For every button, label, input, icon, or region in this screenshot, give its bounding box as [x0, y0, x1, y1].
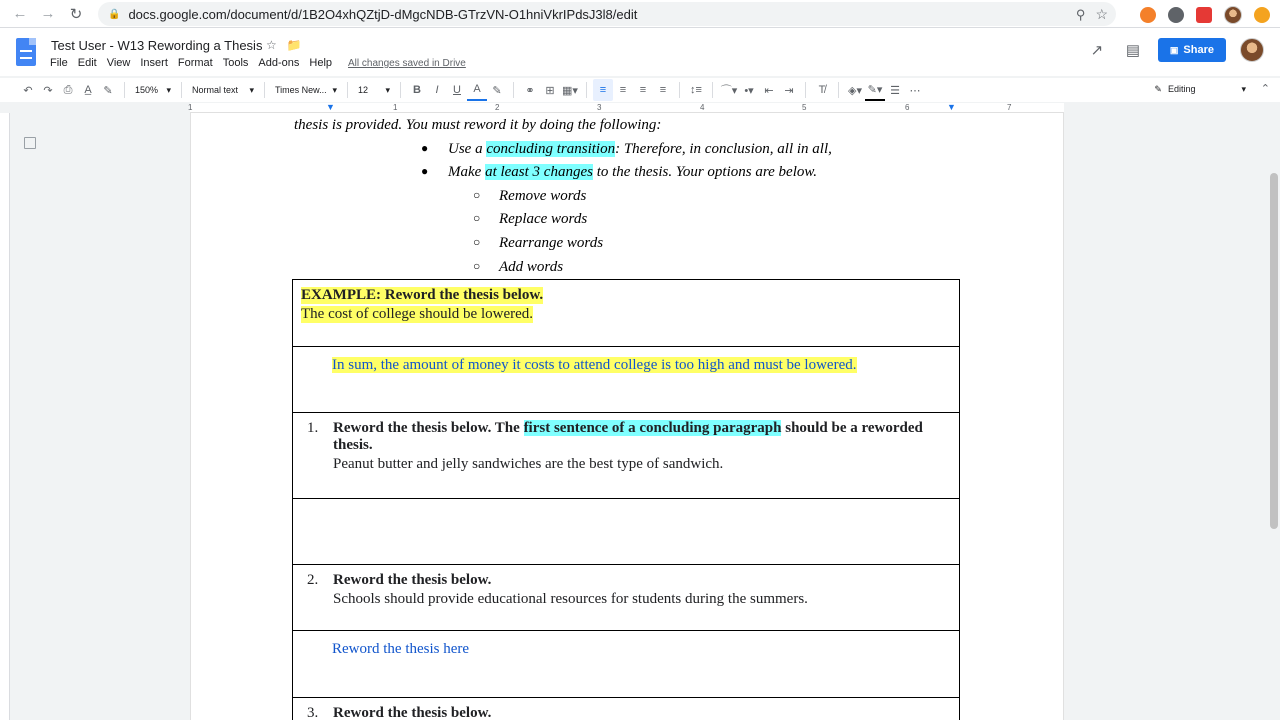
text-color-button[interactable]: A [467, 79, 487, 101]
bullet-transition [448, 141, 832, 158]
bullet-text: : Therefore, in conclusion, all in all, [615, 141, 832, 157]
numbered-list-icon[interactable]: ⌒▾ [720, 85, 738, 97]
extension-red-icon[interactable] [1196, 7, 1212, 23]
font-select[interactable] [271, 79, 341, 101]
bold-button[interactable]: B [413, 84, 421, 96]
address-bar[interactable] [98, 2, 1116, 26]
question-prompt: Reword the thesis below. [333, 572, 492, 588]
answer-cell[interactable] [293, 631, 960, 698]
chevron-down-icon: ▾ [166, 84, 171, 95]
fill-color-icon[interactable]: ◈▾ [848, 84, 862, 97]
toolbar-divider [586, 82, 587, 98]
table-cell[interactable] [293, 347, 960, 413]
table-row [293, 347, 960, 413]
print-icon[interactable]: ⎙ [63, 83, 73, 96]
ruler-number: 6 [905, 103, 910, 112]
table-cell[interactable] [293, 413, 960, 499]
chevron-down-icon: ▾ [249, 84, 254, 95]
bookmark-star-icon[interactable]: ☆ [1095, 6, 1108, 22]
insert-comment-icon[interactable]: ⊞ [545, 84, 555, 97]
collapse-menus-icon[interactable]: ⌃ [1260, 83, 1270, 95]
table-cell[interactable] [293, 698, 960, 720]
table-row [293, 280, 960, 347]
question-prompt [333, 420, 951, 454]
insert-link-icon[interactable]: ⚭ [525, 84, 535, 97]
star-icon[interactable]: ☆ [266, 38, 277, 52]
formatting-toolbar [0, 78, 1280, 102]
table-cell[interactable] [293, 565, 960, 631]
bulleted-list-icon[interactable]: •▾ [744, 84, 754, 97]
toolbar-divider [712, 82, 713, 98]
answer-placeholder: Reword the thesis here [332, 641, 470, 657]
docs-logo-icon[interactable] [16, 38, 36, 66]
lock-icon: ▣ [1169, 44, 1179, 55]
sub-bullet-marker: ○ [473, 235, 481, 249]
activity-trend-icon[interactable]: ↗ [1090, 42, 1104, 59]
toolbar-divider [400, 82, 401, 98]
document-title[interactable]: Test User - W13 Rewording a Thesis [51, 38, 263, 53]
menu-addons[interactable]: Add-ons [258, 57, 300, 69]
example-thesis: The cost of college should be lowered. [301, 306, 534, 322]
align-left-icon[interactable]: ≡ [593, 79, 613, 101]
style-value: Normal text [192, 85, 239, 95]
border-width-icon[interactable]: ☰ [890, 84, 900, 97]
question-number: 1. [307, 420, 319, 436]
increase-indent-icon[interactable]: ⇥ [784, 84, 794, 97]
align-right-icon[interactable]: ≡ [639, 84, 647, 96]
sub-bullet-item: Replace words [499, 211, 588, 227]
saved-status[interactable]: All changes saved in Drive [348, 58, 466, 69]
sub-bullet-marker: ○ [473, 211, 481, 225]
table-row [293, 565, 960, 631]
menu-file[interactable]: File [50, 57, 68, 69]
bullet-text: Use a [448, 141, 487, 157]
ruler-number: 3 [597, 103, 602, 112]
toolbar-divider [838, 82, 839, 98]
ruler-number: 1 [393, 103, 398, 112]
sub-bullet-marker: ○ [473, 259, 481, 273]
font-value: Times New... [275, 85, 327, 95]
ruler-marker-right[interactable]: ▼ [947, 102, 956, 112]
toolbar-divider [264, 82, 265, 98]
bullet-marker: ● [421, 164, 429, 178]
table-row [293, 499, 960, 565]
table-row [293, 413, 960, 499]
highlight-color-icon[interactable]: ✎ [492, 84, 502, 97]
question-number: 2. [307, 572, 319, 588]
toolbar-divider [805, 82, 806, 98]
reload-icon[interactable]: ↻ [69, 5, 83, 23]
chevron-down-icon: ▾ [1241, 83, 1246, 94]
bullet-text: to the thesis. Your options are below. [592, 164, 818, 180]
prompt-text: Reword the thesis below. The [333, 420, 524, 436]
bullet-marker: ● [421, 141, 429, 155]
forward-icon[interactable]: → [40, 5, 56, 22]
answer-cell[interactable] [293, 499, 960, 565]
scrollbar-thumb[interactable] [1270, 173, 1278, 529]
menu-edit[interactable]: Edit [77, 57, 97, 69]
menu-help[interactable]: Help [309, 57, 333, 69]
back-icon[interactable]: ← [12, 5, 28, 22]
chevron-down-icon: ▾ [332, 84, 337, 95]
zoom-value: 150% [135, 85, 159, 95]
toolbar-divider [513, 82, 514, 98]
decrease-indent-icon[interactable]: ⇤ [764, 84, 774, 97]
prompt-text: should be a reworded thesis. [333, 420, 923, 453]
browser-toolbar [0, 0, 1280, 28]
ruler-number: 1 [188, 103, 193, 112]
menu-format[interactable]: Format [177, 57, 213, 69]
border-color-icon[interactable]: ✎▾ [865, 79, 885, 101]
undo-icon[interactable]: ↶ [23, 84, 33, 97]
pencil-icon: ✎ [1154, 83, 1162, 94]
document-page[interactable] [191, 113, 1063, 720]
redo-icon[interactable]: ↷ [43, 84, 53, 97]
table-row [293, 698, 960, 720]
intro-text: thesis is provided. You must reword it by doing the following: [294, 117, 662, 133]
vertical-ruler [0, 113, 10, 720]
font-size-select[interactable] [354, 79, 394, 101]
bullet-changes [448, 164, 817, 181]
table-cell[interactable] [293, 280, 960, 347]
table-row [293, 631, 960, 698]
horizontal-ruler [190, 103, 1064, 113]
example-answer: In sum, the amount of money it costs to attend college is too high and must be lowered. [332, 357, 857, 373]
editing-mode-select[interactable] [1154, 78, 1246, 100]
sub-bullet-item: Remove words [499, 188, 587, 204]
highlighted-text: at least 3 changes [485, 164, 593, 180]
toolbar-divider [181, 82, 182, 98]
align-justify-icon[interactable]: ≡ [659, 84, 667, 96]
line-spacing-icon[interactable]: ↕≡ [690, 84, 702, 96]
italic-button[interactable]: I [435, 84, 439, 96]
extension-icon[interactable] [1140, 7, 1156, 23]
question-thesis: Schools should provide educational resources for students during the summers. [333, 591, 808, 607]
sub-bullet-item: Add words [499, 259, 564, 275]
border-dash-icon[interactable]: ⋯ [909, 84, 921, 97]
paint-format-icon[interactable]: ✎ [103, 84, 113, 97]
menu-insert[interactable]: Insert [140, 57, 168, 69]
ruler-number: 7 [1007, 103, 1012, 112]
menu-tools[interactable]: Tools [222, 57, 249, 69]
zoom-icon[interactable]: ⚲ [1075, 6, 1086, 22]
insert-image-icon[interactable]: ▦▾ [562, 84, 578, 97]
scrollbar[interactable] [1268, 113, 1280, 720]
ruler-marker-indent[interactable]: ▼ [326, 102, 335, 112]
ruler-number: 4 [700, 103, 705, 112]
share-button[interactable] [1158, 38, 1226, 62]
editing-label: Editing [1167, 84, 1196, 94]
move-folder-icon[interactable]: 📁 [286, 38, 302, 52]
toolbar-divider [347, 82, 348, 98]
ruler-number: 2 [495, 103, 500, 112]
sub-bullet-item: Rearrange words [499, 235, 604, 251]
share-label: Share [1183, 44, 1214, 56]
toolbar-divider [679, 82, 680, 98]
align-center-icon[interactable]: ≡ [619, 84, 627, 96]
chevron-down-icon: ▾ [385, 84, 390, 95]
clear-formatting-icon[interactable]: T̸ [818, 84, 826, 96]
question-number: 3. [307, 705, 319, 720]
zoom-select[interactable] [131, 79, 175, 101]
ruler-number: 5 [802, 103, 807, 112]
browser-profile-avatar[interactable] [1224, 6, 1242, 24]
url-text: docs.google.com/document/d/1B2O4xhQZtjD-dMgcNDB-GTrzVN-O1hniVkrIPdsJ3l8/edit [128, 6, 638, 22]
highlighted-text: concluding transition [486, 141, 616, 157]
comments-icon[interactable]: ▤ [1125, 42, 1140, 59]
underline-button[interactable]: U [453, 84, 461, 96]
lock-icon: 🔒 [108, 8, 121, 20]
docs-header [0, 28, 1280, 76]
thesis-table [292, 279, 960, 720]
spellcheck-icon[interactable]: A̲ [84, 84, 92, 96]
question-prompt: Reword the thesis below. [333, 705, 492, 720]
style-select[interactable] [188, 79, 258, 101]
update-icon[interactable] [1254, 7, 1270, 23]
highlighted-text: first sentence of a concluding paragraph [523, 420, 782, 436]
document-outline-icon[interactable] [24, 137, 36, 149]
example-title: EXAMPLE: Reword the thesis below. [301, 287, 544, 303]
sub-bullet-marker: ○ [473, 188, 481, 202]
menu-view[interactable]: View [106, 57, 131, 69]
toolbar-divider [124, 82, 125, 98]
bullet-text: Make [448, 164, 486, 180]
pinterest-icon[interactable] [1168, 7, 1184, 23]
account-avatar[interactable] [1240, 38, 1264, 62]
font-size-value: 12 [358, 85, 369, 95]
question-thesis: Peanut butter and jelly sandwiches are the best type of sandwich. [333, 456, 724, 472]
menu-bar [50, 57, 466, 69]
